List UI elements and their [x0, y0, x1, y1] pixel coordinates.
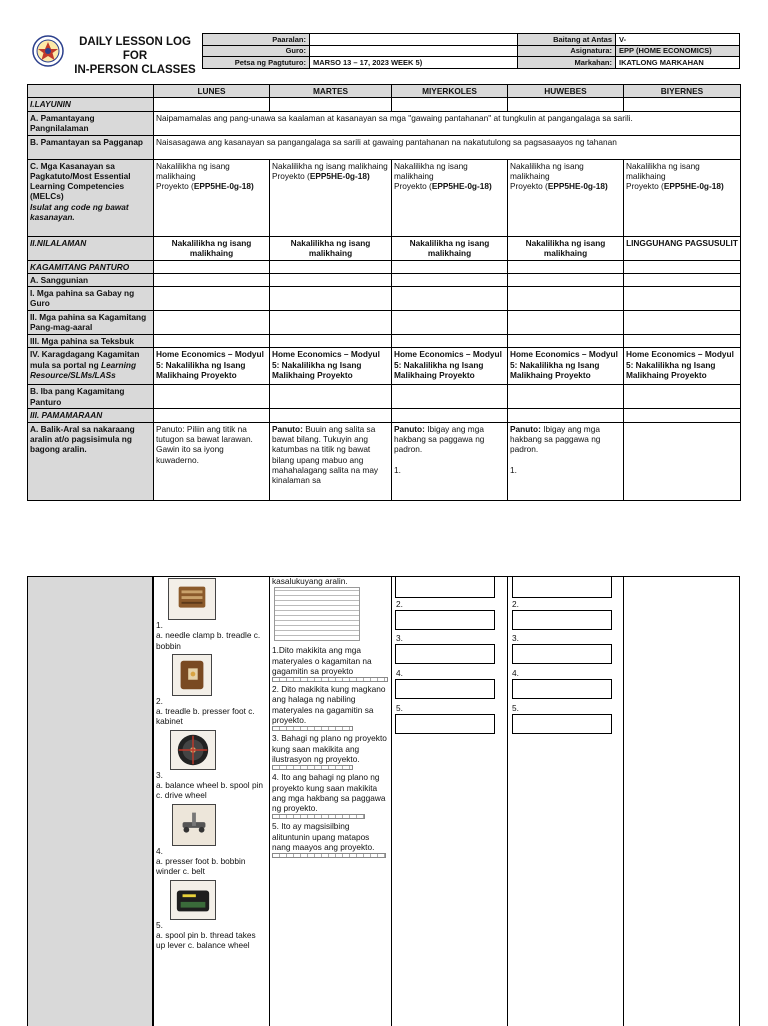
- quiz-item: 1. a. needle clamp b. treadle c. bobbin: [156, 578, 266, 651]
- guro-label: Guro:: [203, 45, 310, 57]
- label-balik-aral: A. Balik-Aral sa nakaraang aralin at/o pagsisimula ng bagong aralin.: [28, 422, 154, 500]
- row-nilalaman: [28, 236, 741, 260]
- label-teksbuk: III. Mga pahina sa Teksbuk: [28, 335, 154, 348]
- label-melcs: C. Mga Kasanayan sa Pagkatuto/Most Essential Learning Competencies (MELCs) Isulat ang code ng bawat kasanayan.: [28, 159, 154, 236]
- quiz-item: 5. a. spool pin b. thread takes up lever c. balance wheel: [156, 880, 266, 951]
- answer-box: [395, 714, 495, 734]
- text-pamantayang-pangnilalaman: Naipamamalas ang pang-unawa sa kaalaman at kasanayan sa mga "gawaing pantahanan" at tungkulin at pangangalaga sa sarili.: [154, 111, 741, 135]
- balik-lunes: Panuto: Piliin ang titik na tutugon sa bawat larawan. Gawin ito sa iyong kuwaderno.: [154, 422, 270, 500]
- section-kagamitan: KAGAMITANG PANTURO: [28, 260, 154, 273]
- baitang-label: Baitang at Antas: [518, 34, 616, 46]
- label-karagdagang-kagamitan: IV. Karagdagang Kagamitan mula sa portal ng Learning Resource/SLMs/LASs: [28, 348, 154, 385]
- title-line-1: DAILY LESSON LOG FOR: [79, 36, 191, 62]
- answer-box: [512, 644, 612, 664]
- nilalaman-huwebes: Nakalilikha ng isang malikhaing: [508, 236, 624, 260]
- tuesday-continued-text: kasalukuyang aralin.: [272, 576, 348, 586]
- day-lunes: LUNES: [154, 85, 270, 98]
- answer-strip: [272, 726, 353, 731]
- answer-box: [512, 610, 612, 630]
- puzzle-item: 1.Dito makikita ang mga materyales o kagamitan na gagamitin sa proyekto: [272, 645, 372, 676]
- title-line-2: IN-PERSON CLASSES: [74, 64, 196, 76]
- melc-martes: Nakalilikha ng isang malikhaing Proyekto (EPP5HE-0g-18): [270, 159, 392, 236]
- answer-box: [512, 714, 612, 734]
- nilalaman-lunes: Nakalilikha ng isang malikhaing: [154, 236, 270, 260]
- answer-box: [395, 679, 495, 699]
- text-pamantayan-sa-pagganap: Naisasagawa ang kasanayan sa pangangalaga sa sarili at gawaing pantahanan na nakatutulong sa pagsasaayos ng tahanan: [154, 135, 741, 159]
- balance-wheel-icon: [170, 730, 216, 770]
- puzzle-item: 2. Dito makikita kung magkano ang halaga ng nabiling materyales na gagamitin sa proyekto.: [272, 684, 386, 726]
- asignatura-value: EPP (HOME ECONOMICS): [616, 45, 740, 57]
- section-nilalaman: II.NILALAMAN: [28, 236, 154, 260]
- melc-biyernes: Nakalilikha ng isang malikhaing Proyekto (EPP5HE-0g-18): [624, 159, 741, 236]
- karagdagang-biyernes: Home Economics – Modyul 5: Nakalilikha ng Isang Malikhaing Proyekto: [624, 348, 741, 385]
- puzzle-item: 3. Bahagi ng plano ng proyekto kung saan makikita ang ilustrasyon ng proyekto.: [272, 733, 387, 764]
- markahan-label: Markahan:: [518, 57, 616, 69]
- row-pamantayan-sa-pagganap: [28, 135, 741, 159]
- quiz-item: 4. a. presser foot b. bobbin winder c. belt: [156, 804, 266, 877]
- label-gabay-ng-guro: I. Mga pahina sa Gabay ng Guro: [28, 287, 154, 311]
- row-karagdagang-kagamitan: [28, 348, 741, 385]
- answer-strip: [272, 765, 353, 770]
- petsa-label: Petsa ng Pagtuturo:: [203, 57, 310, 69]
- guro-value: [310, 45, 545, 57]
- asignatura-label: Asignatura:: [518, 45, 616, 57]
- answer-strip: [272, 814, 365, 819]
- tuesday-word-puzzle: [272, 576, 388, 860]
- monday-picture-quiz: [156, 578, 266, 950]
- meta-left: [202, 33, 545, 69]
- puzzle-item: 4. Ito ang bahagi ng plano ng proyekto kung saan makikita ang mga hakbang sa paggawa ng proyekto.: [272, 772, 386, 814]
- melc-lunes: Nakalilikha ng isang malikhaing Proyekto (EPP5HE-0g-18): [154, 159, 270, 236]
- answer-box: [512, 576, 612, 598]
- balik-martes: Panuto: Buuin ang salita sa bawat bilang. Tukuyin ang katumbas na titik ng bawat bilang upang mabuo ang mahahalagang salita na may kinalaman sa: [270, 422, 392, 500]
- nilalaman-miyerkoles: Nakalilikha ng isang malikhaing: [392, 236, 508, 260]
- day-martes: MARTES: [270, 85, 392, 98]
- answer-box: [395, 610, 495, 630]
- markahan-value: IKATLONG MARKAHAN: [616, 57, 740, 69]
- sewing-machine-part-icon: [168, 578, 216, 620]
- puzzle-item: 5. Ito ay magsisilbing alituntunin upang matapos nang maayos ang proyekto.: [272, 821, 375, 853]
- lesson-log-table: [27, 84, 741, 501]
- karagdagang-martes: Home Economics – Modyul 5: Nakalilikha ng Isang Malikhaing Proyekto: [270, 348, 392, 385]
- day-header-row: [28, 85, 741, 98]
- label-sanggunian: A. Sanggunian: [28, 273, 154, 286]
- document-title: [69, 35, 201, 77]
- paaralan-label: Paaralan:: [203, 34, 310, 46]
- label-pamantayan-sa-pagganap: B. Pamantayan sa Pagganap: [28, 135, 154, 159]
- day-miyerkoles: MIYERKOLES: [392, 85, 508, 98]
- label-iba-pang-kagamitan: B. Iba pang Kagamitang Panturo: [28, 385, 154, 409]
- section-pamamaraan: III. PAMAMARAAN: [28, 409, 154, 422]
- balik-miyerkoles: Panuto: Ibigay ang mga hakbang sa paggawa ng padron. 1.: [392, 422, 508, 500]
- meta-right: [517, 33, 740, 69]
- day-huwebes: HUWEBES: [508, 85, 624, 98]
- section-layunin: I.LAYUNIN: [28, 98, 154, 111]
- nilalaman-martes: Nakalilikha ng isang malikhaing: [270, 236, 392, 260]
- label-kagamitang-mag-aaral: II. Mga pahina sa Kagamitang Pang-mag-aaral: [28, 311, 154, 335]
- spool-pin-icon: [170, 880, 216, 920]
- continuation-table: 1. a. needle clamp b. treadle c. bobbin 2. a. treadle b. presser foot c. kabinet 3. a. balance wheel b. spool pin c. drive wheel 4. a. presser foot b. bobbin winder c. belt 5. a. spool pin b. thread takes up lever c. balance wheel kasalukuyang aralin. 1.Dito makikita ang mga materyales o kagamitan na gagamitin sa proyekto 2. Dito makikita kung magkano ang halaga ng nabiling materyales na gagamitin sa proyekto. 3. Bahagi ng plano ng proyekto kung saan makikita ang ilustrasyon ng proyekto. 4. Ito ang bahagi ng plano ng proyekto kung saan makikita ang mga hakbang sa paggawa ng proyekto. 5. Ito ay magsisilbing alituntunin upang matapos nang maayos ang proyekto. 2. 3. 4. 5. 2. 3. 4. 5.: [27, 576, 740, 1026]
- balik-huwebes: Panuto: Ibigay ang mga hakbang sa paggawa ng padron. 1.: [508, 422, 624, 500]
- karagdagang-lunes: Home Economics – Modyul 5: Nakalilikha ng Isang Malikhaing Proyekto: [154, 348, 270, 385]
- presser-foot-icon: [172, 804, 216, 846]
- answer-box: [512, 679, 612, 699]
- row-balik-aral: [28, 422, 741, 500]
- row-pamantayang-pangnilalaman: [28, 111, 741, 135]
- day-biyernes: BIYERNES: [624, 85, 741, 98]
- label-column-shaded: [27, 576, 153, 1026]
- label-pamantayang-pangnilalaman: A. Pamantayang Pangnilalaman: [28, 111, 154, 135]
- answer-strip: [272, 677, 388, 682]
- karagdagang-huwebes: Home Economics – Modyul 5: Nakalilikha ng Isang Malikhaing Proyekto: [508, 348, 624, 385]
- melc-huwebes: Nakalilikha ng isang malikhaing Proyekto (EPP5HE-0g-18): [508, 159, 624, 236]
- answer-box: [395, 644, 495, 664]
- melc-miyerkoles: Nakalilikha ng isang malikhaing Proyekto (EPP5HE-0g-18): [392, 159, 508, 236]
- deped-seal-icon: [32, 35, 64, 67]
- answer-box: [395, 576, 495, 598]
- row-melcs: [28, 159, 741, 236]
- paaralan-value: [310, 34, 545, 46]
- baitang-value: V-: [616, 34, 740, 46]
- petsa-value: MARSO 13 – 17, 2023 WEEK 5): [310, 57, 545, 69]
- header: [27, 33, 740, 76]
- karagdagang-miyerkoles: Home Economics – Modyul 5: Nakalilikha ng Isang Malikhaing Proyekto: [392, 348, 508, 385]
- sewing-machine-part-icon: [172, 654, 212, 696]
- answer-strip: [272, 853, 386, 858]
- letter-key-table: [274, 587, 360, 641]
- nilalaman-biyernes: LINGGUHANG PAGSUSULIT: [624, 236, 741, 260]
- quiz-item: 3. a. balance wheel b. spool pin c. drive wheel: [156, 730, 266, 801]
- quiz-item: 2. a. treadle b. presser foot c. kabinet: [156, 654, 266, 727]
